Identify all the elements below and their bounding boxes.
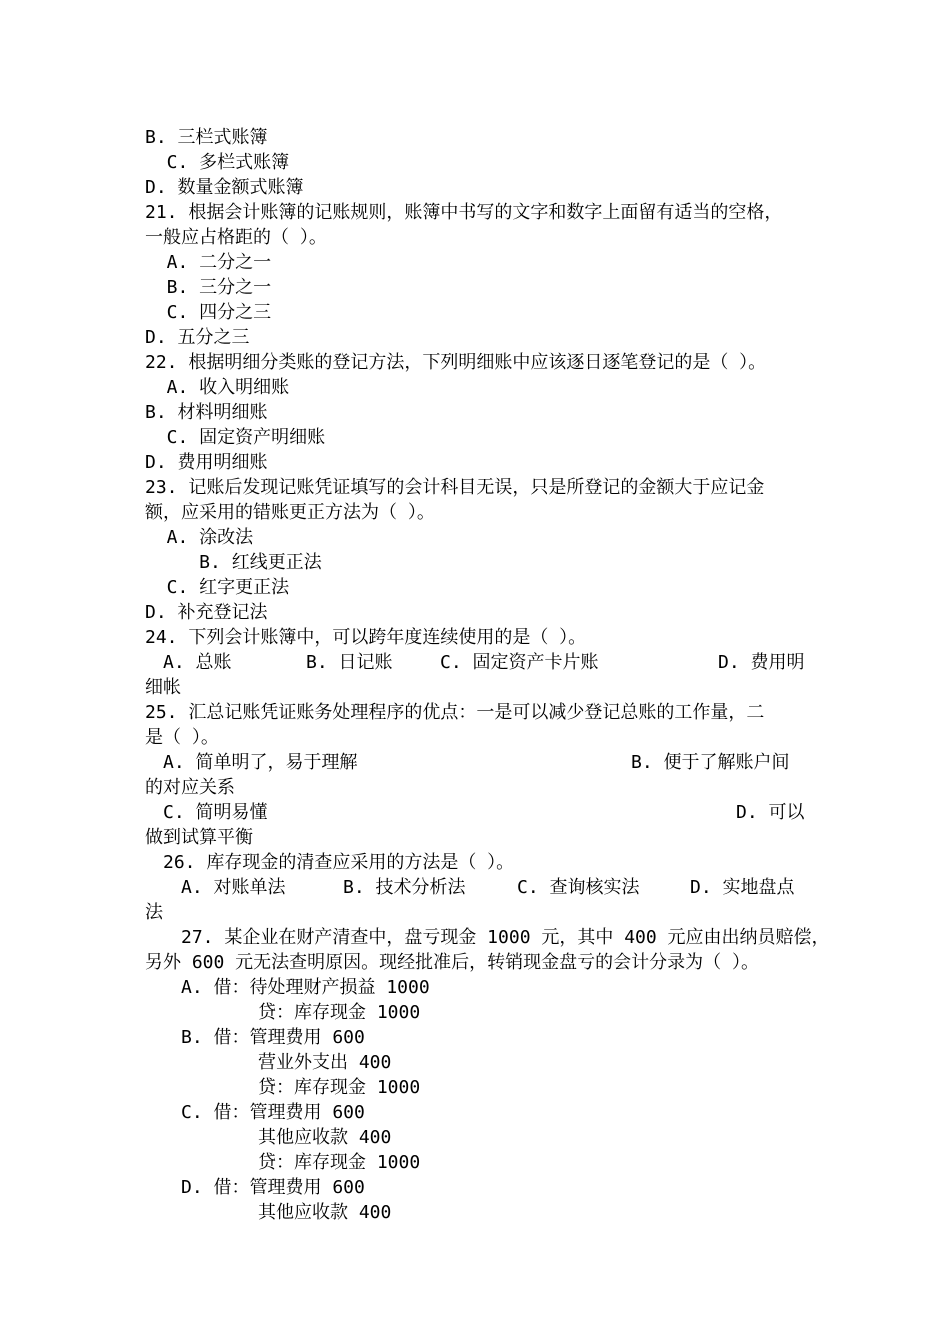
q26-option-b: B. 技术分析法 xyxy=(343,877,466,898)
text-line: 额，应采用的错账更正方法为（ ）。 xyxy=(145,502,435,523)
question-25: 25. 汇总记账凭证账务处理程序的优点：一是可以减少登记总账的工作量，二 xyxy=(145,702,765,723)
text-line: 另外 600 元无法查明原因。现经批准后，转销现金盘亏的会计分录为（ ）。 xyxy=(145,952,760,973)
q27-entry: 贷：库存现金 1000 xyxy=(258,1152,421,1173)
text-line: D. 补充登记法 xyxy=(145,602,268,623)
text-line: C. 固定资产明细账 xyxy=(145,427,326,448)
text-line: B. 红线更正法 xyxy=(145,552,322,573)
text-line: D. 数量金额式账簿 xyxy=(145,177,304,198)
q25-option-a: A. 简单明了，易于理解 xyxy=(163,752,358,773)
text-line: 的对应关系 xyxy=(145,777,235,798)
q24-option-a: A. 总账 xyxy=(163,652,232,673)
q27-entry: 其他应收款 400 xyxy=(258,1127,392,1148)
q27-entry: 营业外支出 400 xyxy=(258,1052,392,1073)
q25-option-b: B. 便于了解账户间 xyxy=(631,752,790,773)
question-26: 26. 库存现金的清查应采用的方法是（ ）。 xyxy=(163,852,515,873)
q24-option-c: C. 固定资产卡片账 xyxy=(440,652,599,673)
q27-entry: D. 借：管理费用 600 xyxy=(181,1177,365,1198)
q26-option-d: D. 实地盘点 xyxy=(690,877,795,898)
text-line: C. 四分之三 xyxy=(145,302,272,323)
text-line: D. 五分之三 xyxy=(145,327,250,348)
q26-option-c: C. 查询核实法 xyxy=(517,877,640,898)
question-21: 21. 根据会计账簿的记账规则，账簿中书写的文字和数字上面留有适当的空格， xyxy=(145,202,783,223)
text-line: A. 收入明细账 xyxy=(145,377,290,398)
q26-option-a: A. 对账单法 xyxy=(181,877,286,898)
question-23: 23. 记账后发现记账凭证填写的会计科目无误，只是所登记的金额大于应记金 xyxy=(145,477,765,498)
q24-option-b: B. 日记账 xyxy=(306,652,393,673)
question-27: 27. 某企业在财产清查中，盘亏现金 1000 元，其中 400 元应由出纳员赔偿， xyxy=(181,927,830,948)
text-line: 做到试算平衡 xyxy=(145,827,253,848)
text-line: B. 材料明细账 xyxy=(145,402,268,423)
q27-entry: A. 借：待处理财产损益 1000 xyxy=(181,977,430,998)
q27-entry: 贷：库存现金 1000 xyxy=(258,1077,421,1098)
q24-option-d: D. 费用明 xyxy=(718,652,805,673)
text-line: 法 xyxy=(145,902,163,923)
q27-entry: 贷：库存现金 1000 xyxy=(258,1002,421,1023)
text-line: C. 红字更正法 xyxy=(145,577,290,598)
q27-entry: 其他应收款 400 xyxy=(258,1202,392,1223)
question-24: 24. 下列会计账簿中，可以跨年度连续使用的是（ ）。 xyxy=(145,627,587,648)
text-line: 是（ ）。 xyxy=(145,727,219,748)
text-line: B. 三分之一 xyxy=(145,277,272,298)
q27-entry: B. 借：管理费用 600 xyxy=(181,1027,365,1048)
text-line: A. 二分之一 xyxy=(145,252,272,273)
text-line: C. 多栏式账簿 xyxy=(145,152,290,173)
text-line: B. 三栏式账簿 xyxy=(145,127,268,148)
question-22: 22. 根据明细分类账的登记方法，下列明细账中应该逐日逐笔登记的是（ ）。 xyxy=(145,352,767,373)
text-line: 一般应占格距的（ ）。 xyxy=(145,227,327,248)
text-line: A. 涂改法 xyxy=(145,527,254,548)
text-line: 细帐 xyxy=(145,677,181,698)
q25-option-c: C. 简明易懂 xyxy=(163,802,268,823)
q25-option-d: D. 可以 xyxy=(736,802,805,823)
q27-entry: C. 借：管理费用 600 xyxy=(181,1102,365,1123)
text-line: D. 费用明细账 xyxy=(145,452,268,473)
